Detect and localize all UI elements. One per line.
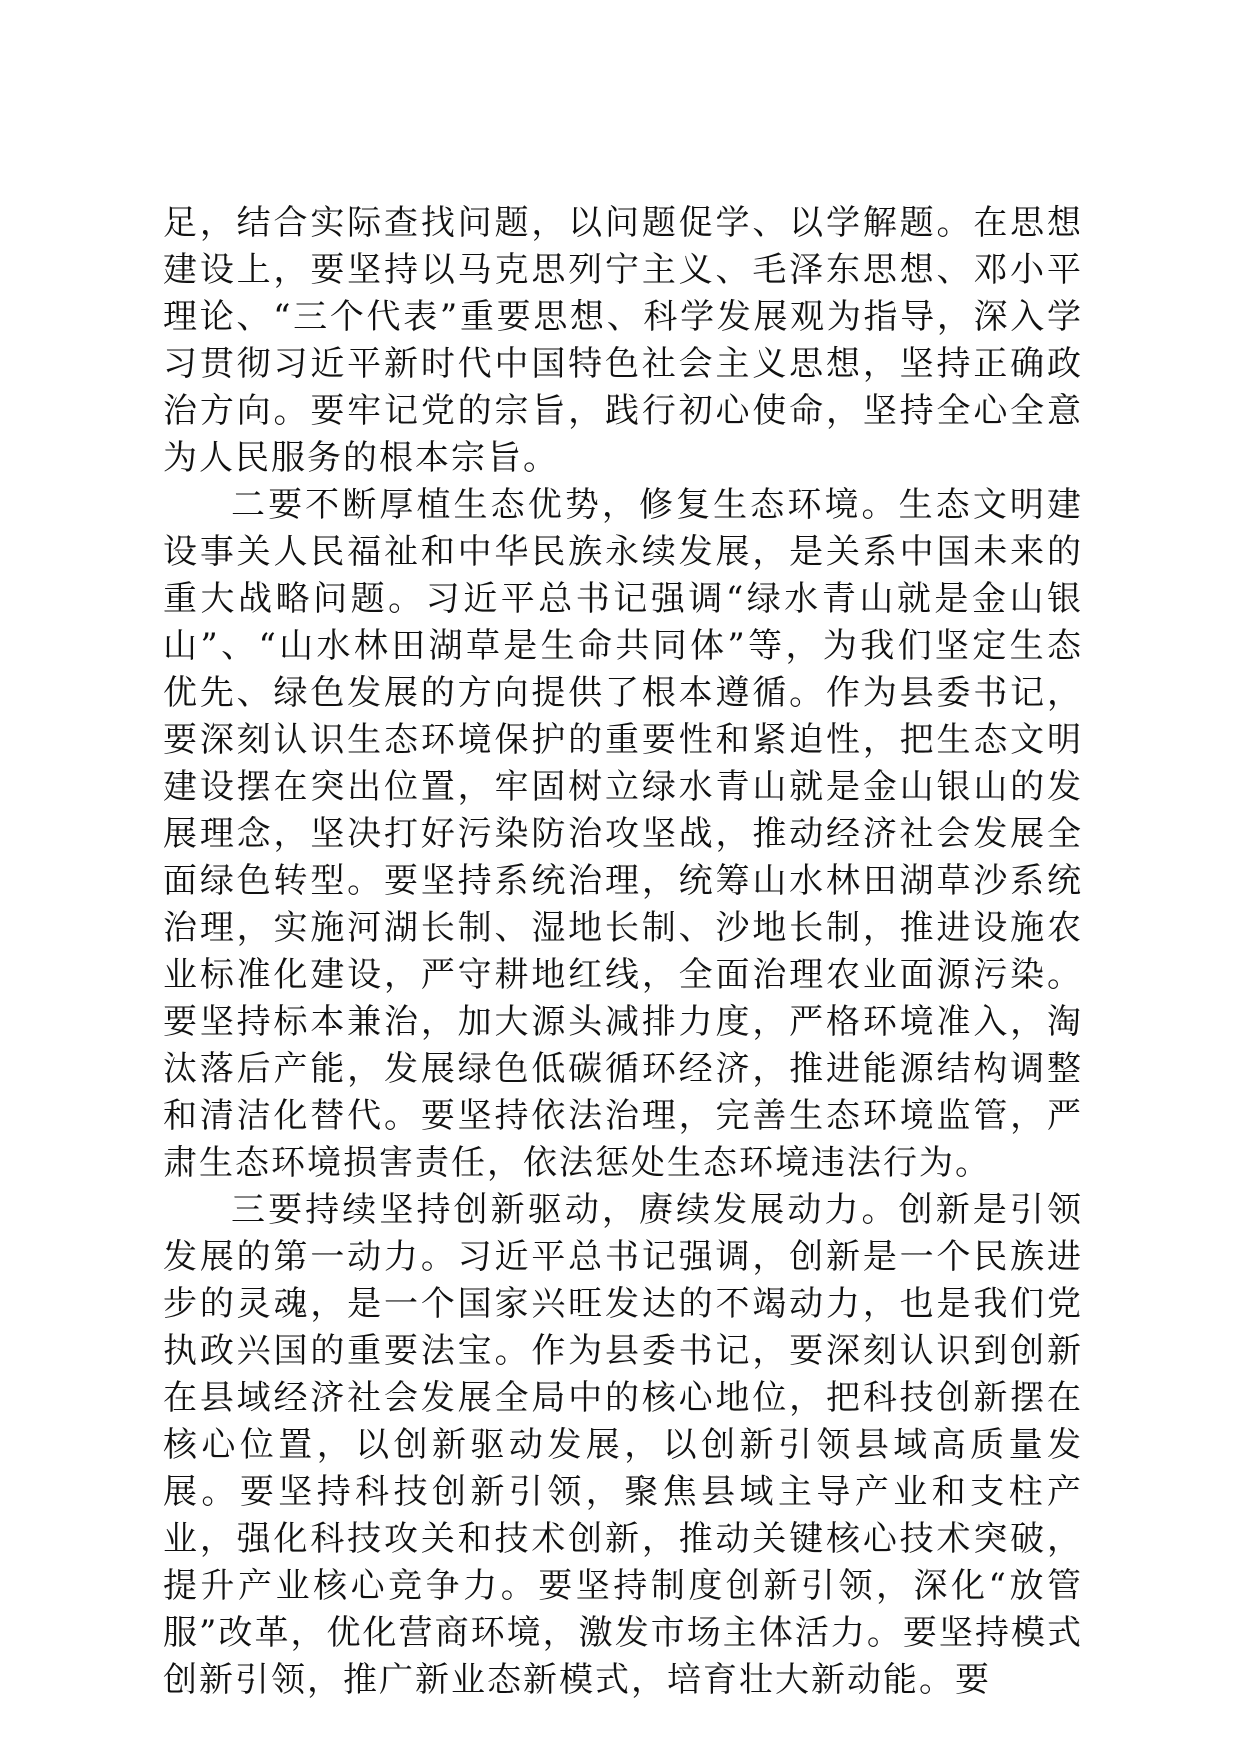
paragraph-innovation: 三要持续坚持创新驱动，赓续发展动力。创新是引领发展的第一动力。习近平总书记强调，创新是一个民族进步的灵魂，是一个国家兴旺发达的不竭动力，也是我们党执政兴国的重要法宝。作为县委书记，要深刻认识到创新在县域经济社会发展全局中的核心地位，把科技创新摆在核心位置，以创新驱动发展，以创新引领县域高质量发展。要坚持科技创新引领，聚焦县域主导产业和支柱产业，强化科技攻关和技术创新，推动关键核心技术突破，提升产业核心竞争力。要坚持制度创新引领，深化“放管服”改革，优化营商环境，激发市场主体活力。要坚持模式创新引领，推广新业态新模式，培育壮大新动能。要 bbox=[163, 1190, 1083, 1700]
paragraph-continued: 足，结合实际查找问题，以问题促学、以学解题。在思想建设上，要坚持以马克思列宁主义、毛泽东思想、邓小平理论、“三个代表”重要思想、科学发展观为指导，深入学习贯彻习近平新时代中国特色社会主义思想，坚持正确政治方向。要牢记党的宗旨，践行初心使命，坚持全心全意为人民服务的根本宗旨。 bbox=[163, 203, 1083, 478]
paragraph-ecology: 二要不断厚植生态优势，修复生态环境。生态文明建设事关人民福祉和中华民族永续发展，是关系中国未来的重大战略问题。习近平总书记强调“绿水青山就是金山银山”、“山水林田湖草是生命共同体”等，为我们坚定生态优先、绿色发展的方向提供了根本遵循。作为县委书记，要深刻认识生态环境保护的重要性和紧迫性，把生态文明建设摆在突出位置，牢固树立绿水青山就是金山银山的发展理念，坚决打好污染防治攻坚战，推动经济社会发展全面绿色转型。要坚持系统治理，统筹山水林田湖草沙系统治理，实施河湖长制、湿地长制、沙地长制，推进设施农业标准化建设，严守耕地红线，全面治理农业面源污染。要坚持标本兼治，加大源头减排力度，严格环境准入，淘汰落后产能，发展绿色低碳循环经济，推进能源结构调整和清洁化替代。要坚持依法治理，完善生态环境监管，严肃生态环境损害责任，依法惩处生态环境违法行为。 bbox=[163, 485, 1083, 1183]
document-body bbox=[163, 200, 1083, 1704]
